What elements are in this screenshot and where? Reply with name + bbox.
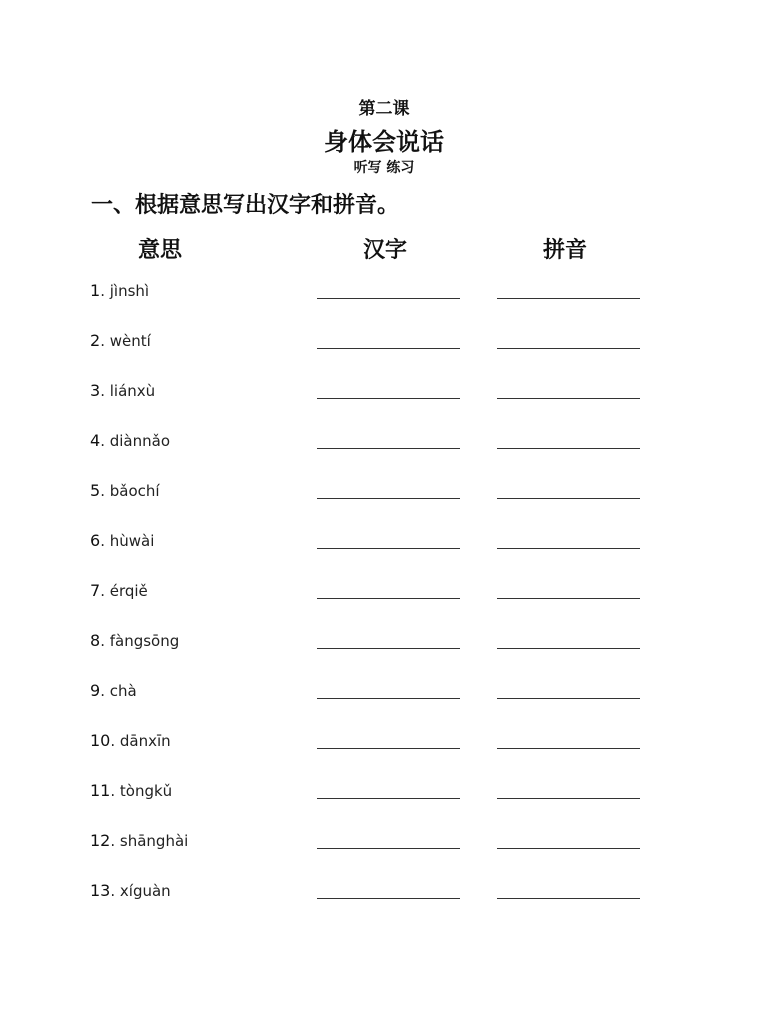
lesson-number: 第二课 <box>358 99 410 119</box>
item-number: 3 <box>90 381 101 400</box>
item-prompt: 9. chà <box>90 681 137 700</box>
item-prompt: 13. xíguàn <box>90 881 171 900</box>
item-number: 9 <box>90 681 101 700</box>
page-title: 身体会说话 <box>324 127 444 156</box>
characters-answer-line[interactable] <box>317 298 460 299</box>
pinyin-answer-line[interactable] <box>497 348 640 349</box>
list-item <box>0 727 768 757</box>
item-prompt: 7. érqiě <box>90 581 148 600</box>
list-item <box>0 377 768 407</box>
item-prompt: 8. fàngsōng <box>90 631 180 650</box>
item-prompt: 3. liánxù <box>90 381 156 400</box>
item-prompt: 4. diànnǎo <box>90 431 170 450</box>
characters-answer-line[interactable] <box>317 848 460 849</box>
pinyin-answer-line[interactable] <box>497 898 640 899</box>
item-pinyin: diànnǎo <box>109 432 170 450</box>
item-pinyin: wèntí <box>109 332 151 350</box>
characters-answer-line[interactable] <box>317 548 460 549</box>
characters-answer-line[interactable] <box>317 398 460 399</box>
list-item <box>0 627 768 657</box>
list-item <box>0 577 768 607</box>
item-number: 12 <box>90 831 111 850</box>
column-header-pinyin: 拼音 <box>543 237 588 263</box>
item-pinyin: bǎochí <box>109 482 160 500</box>
pinyin-answer-line[interactable] <box>497 398 640 399</box>
list-item <box>0 527 768 557</box>
pinyin-answer-line[interactable] <box>497 798 640 799</box>
pinyin-answer-line[interactable] <box>497 498 640 499</box>
item-prompt: 1. jìnshì <box>90 281 150 300</box>
list-item <box>0 277 768 307</box>
pinyin-answer-line[interactable] <box>497 698 640 699</box>
characters-answer-line[interactable] <box>317 898 460 899</box>
characters-answer-line[interactable] <box>317 448 460 449</box>
item-pinyin: chà <box>109 682 137 700</box>
list-item <box>0 477 768 507</box>
column-header-meaning: 意思 <box>138 237 183 263</box>
item-number: 6 <box>90 531 101 550</box>
item-number: 1 <box>90 281 101 300</box>
characters-answer-line[interactable] <box>317 598 460 599</box>
item-prompt: 12. shānghài <box>90 831 189 850</box>
item-number: 2 <box>90 331 101 350</box>
item-pinyin: xíguàn <box>119 882 171 900</box>
list-item <box>0 327 768 357</box>
characters-answer-line[interactable] <box>317 348 460 349</box>
item-number: 7 <box>90 581 101 600</box>
pinyin-answer-line[interactable] <box>497 548 640 549</box>
page-subtitle: 听写 练习 <box>353 160 415 176</box>
characters-answer-line[interactable] <box>317 698 460 699</box>
item-pinyin: shānghài <box>119 832 189 850</box>
item-pinyin: hùwài <box>109 532 155 550</box>
item-number: 4 <box>90 431 101 450</box>
item-prompt: 5. bǎochí <box>90 481 160 500</box>
characters-answer-line[interactable] <box>317 798 460 799</box>
list-item <box>0 677 768 707</box>
item-pinyin: liánxù <box>109 382 156 400</box>
item-pinyin: fàngsōng <box>109 632 180 650</box>
column-header-characters: 汉字 <box>363 237 408 263</box>
item-number: 13 <box>90 881 111 900</box>
pinyin-answer-line[interactable] <box>497 748 640 749</box>
item-number: 5 <box>90 481 101 500</box>
pinyin-answer-line[interactable] <box>497 298 640 299</box>
pinyin-answer-line[interactable] <box>497 448 640 449</box>
item-prompt: 2. wèntí <box>90 331 151 350</box>
item-prompt: 6. hùwài <box>90 531 155 550</box>
list-item <box>0 827 768 857</box>
item-prompt: 11. tòngkǔ <box>90 781 173 800</box>
list-item <box>0 877 768 907</box>
pinyin-answer-line[interactable] <box>497 648 640 649</box>
characters-answer-line[interactable] <box>317 748 460 749</box>
pinyin-answer-line[interactable] <box>497 598 640 599</box>
item-pinyin: tòngkǔ <box>119 782 173 800</box>
item-pinyin: jìnshì <box>109 282 150 300</box>
pinyin-answer-line[interactable] <box>497 848 640 849</box>
item-number: 8 <box>90 631 101 650</box>
item-number: 10 <box>90 731 111 750</box>
item-pinyin: dānxīn <box>119 732 171 750</box>
item-number: 11 <box>90 781 111 800</box>
characters-answer-line[interactable] <box>317 648 460 649</box>
item-prompt: 10. dānxīn <box>90 731 171 750</box>
item-pinyin: érqiě <box>109 582 148 600</box>
characters-answer-line[interactable] <box>317 498 460 499</box>
list-item <box>0 427 768 457</box>
instruction-heading: 一、根据意思写出汉字和拼音。 <box>91 192 400 218</box>
list-item <box>0 777 768 807</box>
